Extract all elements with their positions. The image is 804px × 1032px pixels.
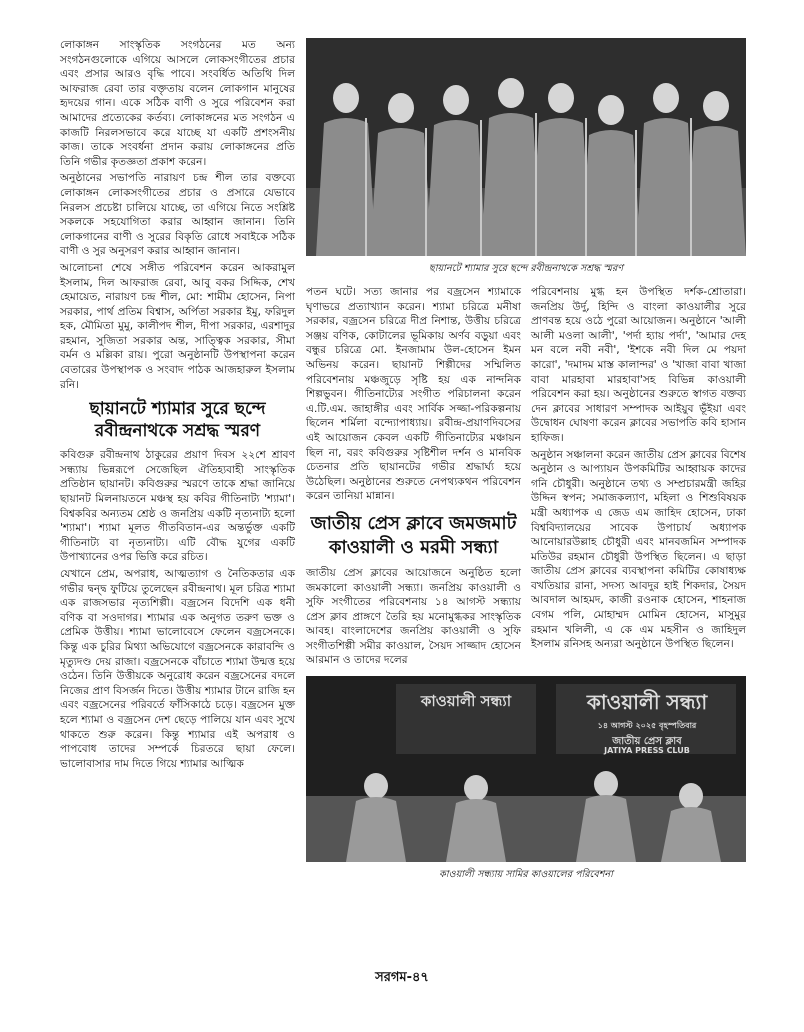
banner-brand: জাতীয় প্রেস ক্লাব [612, 736, 682, 748]
choir-photo-caption: ছায়ানটে শ্যামার সুরে ছন্দে রবীন্দ্রনাথকে সশ্রদ্ধ স্মরণ [428, 263, 624, 274]
right-column [306, 38, 746, 891]
intro-paragraph: আলোচনা শেষে সঙ্গীত পরিবেশন করেন আকরামুল ইসলাম, দিল আফরাজ রেবা, আবু বকর সিদ্দিক, শেখ হেমায়েত, নারায়ণ চন্দ্র শীল, মো: শামীম হোসেন, নিপা সরকার, পার্থ প্রতিম বিশ্বাস, অর্পিতা সরকার ইমু, ফরিদুল হক, মৌমিতা মুমু, কালীপদ শীল, দীপা সরকার, এরশাদুর রহমান, সুজিতা সরকার অন্ত, সাত্ত্বিক সরকার, সীমা বর্মন ও মল্লিকা রায়। পুরো অনুষ্ঠানটি উপস্থাপনা করেন বেতারের উপস্থাপক ও সংবাদ পাঠক আজহারুল ইসলাম রনি। [60, 261, 295, 391]
right-sub-column-right [531, 285, 746, 670]
qawwali-paragraph: পরিবেশনায় মুগ্ধ হন উপস্থিত দর্শক-শ্রোতারা। জনপ্রিয় উর্দু, হিন্দি ও বাংলা কাওয়ালীর সুরে প্রাণবন্ত হয়ে ওঠে পুরো আয়োজন। অনুষ্ঠানে 'আলী আলী মওলা আলী', 'পর্দা হ্যায় পর্দা', 'আমার দেহ মন বলে নবী নবী', 'ইশকে নবী দিল মে পয়দা কারো', 'দমাদম মাস্ত কালান্দর' ও 'খাজা বাবা খাজা বাবা মারহাবা মারহাবা'সহ বিভিন্ন কাওয়ালী পরিবেশন করা হয়। অনুষ্ঠানের শুরুতে স্বাগত বক্তব্য দেন ক্লাবের সাধারণ সম্পাদক আইয়ুব ভূঁইয়া এবং উদ্বোধন ঘোষণা করেন ক্লাবের সভাপতি কবি হাসান হাফিজ। [531, 286, 746, 444]
intro-paragraph: অনুষ্ঠানের সভাপতি নারায়ণ চন্দ্র শীল তার বক্তব্যে লোকাঙ্গন লোকসংগীতের প্রচার ও প্রসারে যেভাবে নিরলস প্রচেষ্টা চালিয়ে যাচ্ছে, তা এগিয়ে নিতে সংশ্লিষ্ট সকলকে সহযোগিতা করার আহ্বান জানান। তিনি লোকগানের বাণী ও সুরের বিকৃতি রোধে সবাইকে সঠিক বাণী ও সুর অনুসরণ করার আহ্বান জানান। [60, 172, 295, 258]
qawwali-paragraph: অনুষ্ঠান সঞ্চালনা করেন জাতীয় প্রেস ক্লাবের বিশেষ অনুষ্ঠান ও আপ্যায়ন উপকমিটির আহ্বায়ক কাদের গনি চৌধুরী। অনুষ্ঠানে তথ্য ও সম্প্রচারমন্ত্রী জহির উদ্দিন স্বপন; সমাজকল্যাণ, মহিলা ও শিশুবিষয়ক মন্ত্রী অধ্যাপক এ জেড এম জাহিদ হোসেন, ঢাকা বিশ্ববিদ্যালয়ের সাবেক উপাচার্য অধ্যাপক আনোয়ারউল্লাহ চৌধুরী এবং মানবজমিন সম্পাদক মতিউর রহমান চৌধুরী উপস্থিত ছিলেন। এ ছাড়া জাতীয় প্রেস ক্লাবের ব্যবস্থাপনা কমিটির কোষাধ্যক্ষ বখতিয়ার রানা, সদস্য আবদুর হাই শিকদার, সৈয়দ আবদাল আহমদ, কাজী রওনাক হোসেন, শাহনাজ বেগম পলি, মোহাম্মদ মোমিন হোসেন, মাসুমুর রহমান খলিলী, এ কে এম মহসীন ও জাহিদুল ইসলাম রনিসহ অন্যরা অনুষ্ঠানে উপস্থিত ছিলেন। [531, 448, 746, 651]
left-column [60, 38, 295, 773]
qawwali-photo [306, 676, 746, 862]
choir-photo [306, 38, 746, 256]
right-sub-columns [306, 285, 746, 670]
banner-title: কাওয়ালী সন্ধ্যা [420, 692, 512, 711]
banner-brand-en: JATIYA PRESS CLUB [604, 746, 690, 756]
story-paragraph: যেখানে প্রেম, অপরাধ, আত্মত্যাগ ও নৈতিকতার এক গভীর দ্বন্দ্ব ফুটিয়ে তুলেছেন রবীন্দ্রনাথ। মূল চরিত্র শ্যামা এক রাজসভার নৃত্যশিল্পী। বজ্রসেন বিদেশি এক ধনী বণিক বা সওদাগর। শ্যামার এক অনুগত তরুণ ভক্ত ও প্রেমিক উত্তীয়। শ্যামা ভালোবেসে ফেলেন বজ্রসেনকে। কিন্তু এক চুরির মিথ্যা অভিযোগে বজ্রসেনকে কারাবন্দি ও মৃত্যুদণ্ড দেয় রাজা। বজ্রসেনকে বাঁচাতে শ্যামা উন্মত্ত হয়ে ওঠেন। তিনি উত্তীয়কে অনুরোধ করেন বজ্রসেনের বদলে নিজের প্রাণ বিসর্জন দিতে। উত্তীয় শ্যামার টানে রাজি হন এবং বজ্রসেনের পরিবর্তে ফাঁসিকাঠে চড়ে। বজ্রসেন মুক্ত হলে শ্যামা ও বজ্রসেন দেশ ছেড়ে পালিয়ে যান এবং সুখে থাকতে শুরু করেন। কিন্তু শ্যামার এই অপরাধ ও পাপবোধ তাদের সম্পর্কে চিরতরে ছায়া ফেলে। ভালোবাসার দাম দিতে গিয়ে শ্যামার আত্মিক [60, 568, 295, 770]
shyama-headline: ছায়ানটে শ্যামার সুরে ছন্দে রবীন্দ্রনাথকে সশ্রদ্ধ স্মরণ [89, 399, 266, 442]
qawwali-story: জাতীয় প্রেস ক্লাবের আয়োজনে অনুষ্ঠিত হলো জমকালো কাওয়ালী সন্ধ্যা। জনপ্রিয় কাওয়ালী ও সুফি সংগীতের পরিবেশনায় ১৪ আগস্ট সন্ধ্যায় প্রেস ক্লাব প্রাঙ্গণে তৈরি হয় মনোমুগ্ধকর সাংস্কৃতিক আবহ। বাংলাদেশের জনপ্রিয় কাওয়ালী ও সুফি সংগীতশিল্পী সমীর কাওয়াল, সৈয়দ সাজ্জাদ হোসেন আরমান ও তাদের দলের [306, 566, 521, 667]
choir-illustration [306, 38, 746, 256]
banner-date: ১৪ আগস্ট ২০২৫ বৃহস্পতিবার [597, 721, 697, 731]
story-paragraph: কবিগুরু রবীন্দ্রনাথ ঠাকুরের প্রয়াণ দিবস ২২শে শ্রাবণ সন্ধ্যায় ভিন্নরূপে সেজেছিল ঐতিহ্যবাহী সাংস্কৃতিক প্রতিষ্ঠান ছায়ানট। কবিগুরুর স্মরণে তাকে শ্রদ্ধা জানিয়ে ছায়ানট মিলনায়তনে মঞ্চস্থ হয় কবির গীতিনাট্য 'শ্যামা'। বিশ্বকবির অন্যতম শ্রেষ্ঠ ও জনপ্রিয় একটি নৃত্যনাট্য হলো 'শ্যামা'। শ্যামা মূলত গীতবিতান-এর অন্তর্ভুক্ত একটি গীতিনাট্য বা নৃত্যনাট্য। এটি বৌদ্ধ যুগের একটি উপাখ্যানের ওপর ভিত্তি করে রচিত। [60, 449, 295, 564]
qawwali-headline: জাতীয় প্রেস ক্লাবে জমজমাট কাওয়ালী ও মরমী সন্ধ্যা [310, 512, 517, 558]
qawwali-photo-caption: কাওয়ালী সন্ধ্যায় সামির কাওয়ালের পরিবেশনা [439, 869, 613, 881]
page-number: সরগম-৪৭ [375, 970, 429, 985]
intro-paragraph: লোকাঙ্গন সাংস্কৃতিক সংগঠনের মত অন্য সংগঠনগুলোকে এগিয়ে আসলে লোকসংগীতের প্রচার এবং প্রসার আরও বৃদ্ধি পাবে। সংবর্ধিত অতিথি দিল আফরাজ রেবা তার বক্তৃতায় বলেন লোকগান মানুষের হৃদয়ের গান। একে সঠিক বাণী ও সুরে পরিবেশন করা আমাদের প্রত্যেকের কর্তব্য। লোকাঙ্গনের মত সংগঠন এ কাজটি নিরলসভাবে করে যাচ্ছে যা একটি প্রশংসনীয় কাজ। তাকে সংবর্ধনা প্রদান করায় লোকাঙ্গনের প্রতি তিনি গভীর কৃতজ্ঞতা প্রকাশ করেন। [60, 39, 295, 168]
right-sub-column-left [306, 285, 521, 670]
shyama-continuation: পতন ঘটে। সত্য জানার পর বজ্রসেন শ্যামাকে ঘৃণাভরে প্রত্যাখ্যান করেন। শ্যামা চরিত্রে মনীষা সরকার, বজ্রসেন চরিত্রে দীপ্র নিশান্ত, উত্তীয় চরিত্রে সঞ্জয় বণিক, কোটালের ভূমিকায় অর্ণব বড়ুয়া এবং বন্ধুর চরিত্রে মো. ইনজামাম উল-হোসেন ইমন অভিনয় করেন। ছায়ানট শিল্পীদের সম্মিলিত পরিবেশনায় মঞ্চজুড়ে সৃষ্টি হয় এক নান্দনিক শিল্পভুবন। গীতিনাট্যের সংগীত পরিচালনা করেন এ.টি.এম. জাহাঙ্গীর এবং সার্বিক সজ্জা-পরিকল্পনায় ছিলেন শর্মিলা বন্দ্যোপাধ্যায়। রবীন্দ্র-প্রয়াণদিবসের এই আয়োজন কেবল একটি গীতিনাট্যের মঞ্চায়ন ছিল না, বরং কবিগুরুর সৃষ্টিশীল দর্শন ও মানবিক চেতনার প্রতি ছায়ানটের গভীর শ্রদ্ধার্ঘ্য হয়ে উঠেছিল। অনুষ্ঠানের শুরুতে নেপথ্যকথন পরিবেশন করেন তানিয়া মান্নান। [306, 286, 521, 503]
banner-title-right: কাওয়ালী সন্ধ্যা [586, 690, 708, 715]
